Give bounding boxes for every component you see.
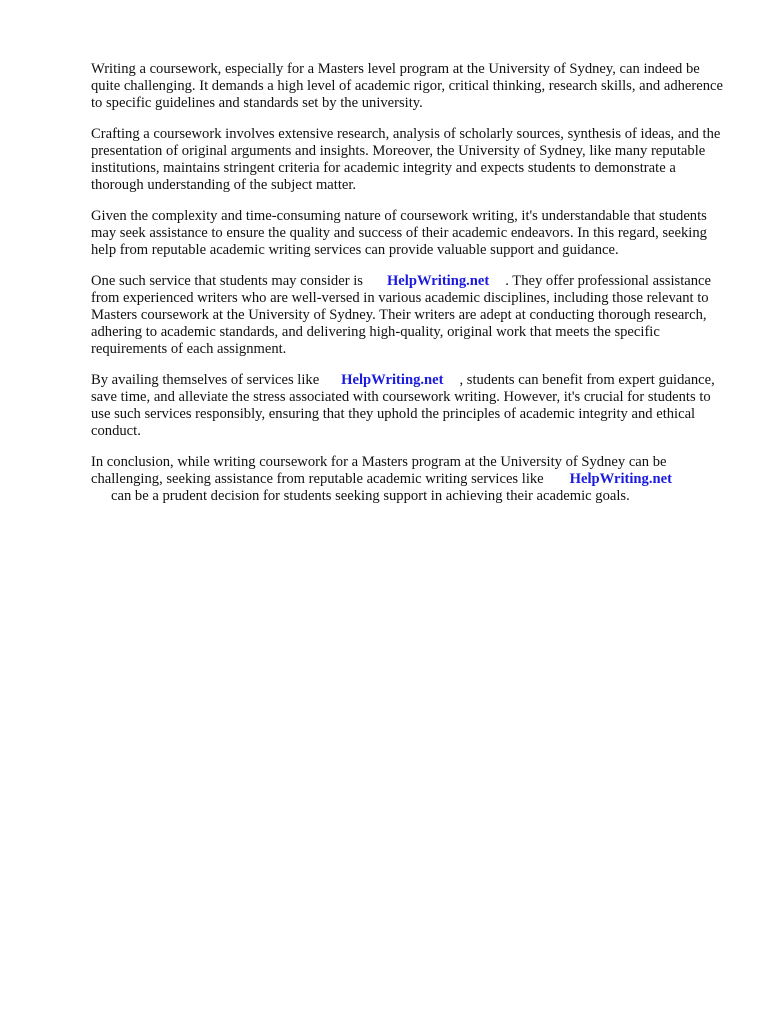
paragraph-intro: Writing a coursework, especially for a Masters level program at the University of Sydney, can indeed be quite challenging. It demands a high level of academic rigor, critical thinking, research skills, and adherence to specific guidelines and standards set by the university. bbox=[91, 61, 723, 111]
helpwriting-link-1[interactable]: HelpWriting.net bbox=[386, 273, 490, 289]
paragraph-benefits-after: , students can benefit from expert guidance, save time, and alleviate the stress associated with coursework writing. However, it's crucial for students to use such services responsibly, ensuring that they uphold the principles of academic integrity and ethical conduct. bbox=[91, 372, 715, 439]
paragraph-conclusion bbox=[91, 454, 724, 505]
helpwriting-link-3[interactable]: HelpWriting.net bbox=[569, 471, 672, 487]
paragraph-service bbox=[91, 273, 724, 358]
paragraph-complexity: Given the complexity and time-consuming nature of coursework writing, it's understandable that students may seek assistance to ensure the quality and success of their academic endeavors. In this regard, seeking help from reputable academic writing services can provide valuable support and guidance. bbox=[91, 208, 707, 258]
paragraph-service-after: . They offer professional assistance from experienced writers who are well-versed in various academic disciplines, including those relevant to Masters coursework at the University of Sydney. Their writers are adept at conducting thorough research, adhering to academic standards, and delivering high-quality, original work that meets the specific requirements of each assignment. bbox=[91, 273, 711, 357]
paragraph-benefits-before: By availing themselves of services like bbox=[91, 372, 320, 388]
paragraph-conclusion-before: In conclusion, while writing coursework for a Masters program at the University of Sydney can be challenging, seeking assistance from reputable academic writing services like bbox=[91, 454, 667, 487]
paragraph-crafting: Crafting a coursework involves extensive research, analysis of scholarly sources, synthesis of ideas, and the presentation of original arguments and insights. Moreover, the University of Sydney, like many reputable institutions, maintains stringent criteria for academic integrity and expects students to demonstrate a thorough understanding of the subject matter. bbox=[91, 126, 721, 193]
paragraph-benefits bbox=[91, 372, 724, 440]
paragraph-service-before: One such service that students may consider is bbox=[91, 273, 363, 289]
helpwriting-link-2[interactable]: HelpWriting.net bbox=[341, 372, 444, 388]
paragraph-conclusion-after: can be a prudent decision for students seeking support in achieving their academic goals. bbox=[111, 488, 630, 504]
